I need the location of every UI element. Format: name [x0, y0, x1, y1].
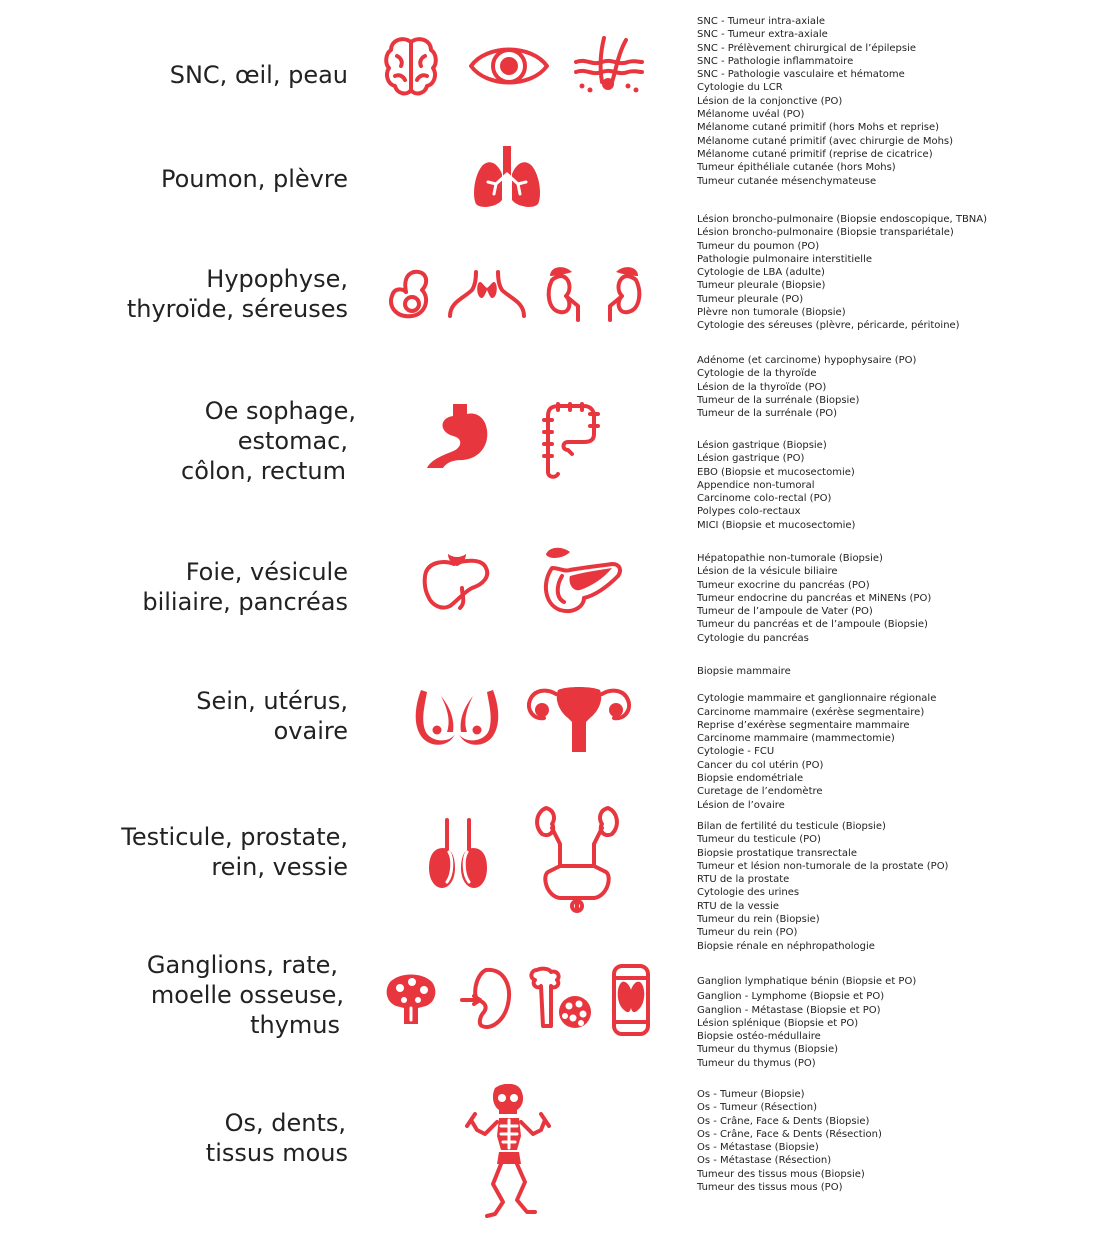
bone-marrow-icon — [527, 966, 595, 1032]
list-item: SNC - Prélèvement chirurgical de l’épilepsie — [697, 42, 917, 54]
list-sein — [697, 665, 936, 812]
eye-icon — [467, 40, 551, 92]
lungs-icon — [472, 144, 542, 210]
list-item: Tumeur pleurale (Biopsie) — [697, 280, 826, 292]
list-item: Cytologie de la thyroïde — [697, 368, 817, 380]
list-item: RTU de la vessie — [697, 900, 780, 912]
list-item: SNC - Tumeur intra-axiale — [697, 16, 825, 27]
list-item: Tumeur pleurale (PO) — [697, 293, 804, 305]
list-item: Tumeur du poumon (PO) — [697, 240, 820, 252]
testicle-icon — [425, 818, 491, 892]
skeleton-icon — [463, 1084, 551, 1220]
section-title-hypophyse: Hypophyse, thyroïde, séreuses — [126, 265, 348, 323]
list-item: Tumeur des tissus mous (Biopsie) — [697, 1168, 865, 1180]
list-foie — [697, 552, 931, 645]
list-testicule — [697, 820, 948, 953]
list-item: Mélanome uvéal (PO) — [697, 109, 805, 121]
list-item: Cytologie - FCU — [697, 746, 775, 758]
list-ganglions — [697, 975, 916, 1070]
list-item: SNC - Pathologie inflammatoire — [697, 55, 854, 67]
adrenal-kidney-icon — [544, 264, 644, 324]
list-item: Tumeur du testicule (PO) — [697, 834, 821, 846]
list-snc — [697, 15, 953, 188]
list-hypophyse — [697, 354, 916, 420]
list-item: Mélanome cutané primitif (reprise de cicatrice) — [697, 148, 933, 160]
brain-icon — [383, 36, 439, 98]
list-item: Cytologie du LCR — [697, 82, 783, 94]
list-item: Lésion de la vésicule biliaire — [697, 566, 838, 578]
list-item: Appendice non-tumoral — [697, 479, 815, 491]
section-title-testicule: Testicule, prostate, rein, vessie — [121, 823, 348, 881]
list-item: Cytologie des séreuses (plèvre, péricarde, péritoine) — [697, 320, 960, 332]
section-title-oesophage: Oe sophage, estomac, côlon, rectum — [181, 397, 356, 485]
list-item: Tumeur du rein (Biopsie) — [697, 914, 820, 926]
list-item: Ganglion - Métastase (Biopsie et PO) — [697, 1004, 881, 1016]
list-item: Curetage de l’endomètre — [697, 786, 823, 798]
list-item: Cytologie de LBA (adulte) — [697, 267, 825, 279]
list-item: Os - Crâne, Face & Dents (Résection) — [697, 1128, 882, 1140]
list-item: Lésion de l’ovaire — [697, 799, 785, 811]
list-item: Lésion broncho-pulmonaire (Biopsie endoscopique, TBNA) — [697, 214, 988, 225]
breast-icon — [413, 688, 501, 748]
list-item: Os - Tumeur (Biopsie) — [697, 1089, 805, 1100]
list-item: Reprise d’exérèse segmentaire mammaire — [697, 719, 910, 731]
list-item: Tumeur du pancréas et de l’ampoule (Biopsie) — [697, 619, 928, 631]
uterus-icon — [526, 682, 632, 754]
list-item: Cytologie mammaire et ganglionnaire régionale — [697, 693, 937, 705]
list-item: Cytologie des urines — [697, 887, 800, 899]
list-item: Biopsie endométriale — [697, 773, 804, 785]
list-item: Mélanome cutané primitif (hors Mohs et reprise) — [697, 122, 940, 134]
list-poumon — [697, 213, 987, 333]
list-item: Polypes colo-rectaux — [697, 506, 801, 518]
lymph-node-icon — [384, 972, 438, 1028]
list-item: Os - Métastase (Biopsie) — [697, 1142, 819, 1154]
urinary-tract-icon — [532, 804, 622, 914]
list-item: Biopsie mammaire — [697, 666, 791, 677]
list-item: SNC - Pathologie vasculaire et hématome — [697, 69, 905, 81]
thymus-icon — [612, 964, 650, 1036]
list-item: Lésion broncho-pulmonaire (Biopsie transpariétale) — [697, 227, 954, 239]
list-item: EBO (Biopsie et mucosectomie) — [697, 466, 855, 478]
section-title-sein: Sein, utérus, ovaire — [196, 687, 348, 745]
list-item: Tumeur des tissus mous (PO) — [697, 1182, 843, 1194]
skin-hair-icon — [572, 34, 644, 96]
list-item: Tumeur du thymus (Biopsie) — [697, 1044, 839, 1056]
list-item: Tumeur du rein (PO) — [697, 927, 798, 939]
list-item: Pathologie pulmonaire interstitielle — [697, 253, 872, 265]
list-item: Cancer du col utérin (PO) — [697, 759, 824, 771]
thyroid-icon — [446, 268, 528, 320]
list-item: RTU de la prostate — [697, 874, 790, 886]
list-item: Lésion gastrique (PO) — [697, 453, 805, 465]
list-item: Mélanome cutané primitif (avec chirurgie de Mohs) — [697, 135, 954, 147]
section-title-poumon: Poumon, plèvre — [160, 165, 348, 193]
list-item: Biopsie ostéo-médullaire — [697, 1031, 821, 1043]
section-title-foie: Foie, vésicule biliaire, pancréas — [142, 558, 348, 616]
list-item: Biopsie rénale en néphropathologie — [697, 940, 875, 952]
list-item: Lésion de la conjonctive (PO) — [697, 95, 843, 107]
list-item: Lésion de la thyroïde (PO) — [697, 381, 827, 393]
list-item: Hépatopathie non-tumorale (Biopsie) — [697, 553, 883, 564]
list-item: Cytologie du pancréas — [697, 632, 809, 644]
list-item: Tumeur de la surrénale (Biopsie) — [697, 394, 860, 406]
list-item: Os - Tumeur (Résection) — [697, 1102, 817, 1114]
list-item: Os - Métastase (Résection) — [697, 1155, 832, 1167]
section-title-snc: SNC, œil, peau — [169, 61, 348, 89]
pituitary-icon — [386, 268, 432, 320]
list-item: Plèvre non tumorale (Biopsie) — [697, 307, 846, 319]
list-item: Carcinome mammaire (exérèse segmentaire) — [697, 706, 925, 718]
list-item: Bilan de fertilité du testicule (Biopsie) — [697, 821, 886, 832]
pancreas-icon — [540, 546, 626, 618]
list-item: Ganglion - Lymphome (Biopsie et PO) — [697, 991, 885, 1003]
list-item: MICI (Biopsie et mucosectomie) — [697, 519, 856, 531]
section-title-os: Os, dents, tissus mous — [205, 1109, 348, 1167]
list-item: Carcinome mammaire (mammectomie) — [697, 733, 895, 745]
spleen-icon — [460, 966, 512, 1032]
list-item: Tumeur endocrine du pancréas et MiNENs (PO) — [697, 592, 932, 604]
list-item: Os - Crâne, Face & Dents (Biopsie) — [697, 1115, 870, 1127]
stomach-icon — [423, 402, 493, 470]
list-item: Tumeur et lésion non-tumorale de la prostate (PO) — [697, 860, 949, 872]
list-item: Lésion splénique (Biopsie et PO) — [697, 1017, 859, 1029]
list-item: Adénome (et carcinome) hypophysaire (PO) — [697, 355, 917, 366]
list-item: Tumeur cutanée mésenchymateuse — [697, 175, 877, 187]
colon-icon — [538, 402, 600, 480]
list-item: Tumeur de l’ampoule de Vater (PO) — [697, 606, 873, 618]
section-title-ganglions: Ganglions, rate, moelle osseuse, thymus — [146, 951, 344, 1039]
list-item: Tumeur du thymus (PO) — [697, 1057, 816, 1069]
list-item: Lésion gastrique (Biopsie) — [697, 440, 827, 451]
list-oesophage — [697, 439, 855, 532]
list-item: Tumeur de la surrénale (PO) — [697, 408, 838, 420]
list-item: Biopsie prostatique transrectale — [697, 847, 857, 859]
list-item: Carcinome colo-rectal (PO) — [697, 493, 832, 505]
list-item: Tumeur exocrine du pancréas (PO) — [697, 579, 870, 591]
list-item: Ganglion lymphatique bénin (Biopsie et PO) — [697, 976, 917, 987]
list-item: Tumeur épithéliale cutanée (hors Mohs) — [697, 162, 896, 174]
liver-icon — [420, 552, 492, 614]
list-os — [697, 1088, 882, 1194]
list-item: SNC - Tumeur extra-axiale — [697, 29, 828, 41]
